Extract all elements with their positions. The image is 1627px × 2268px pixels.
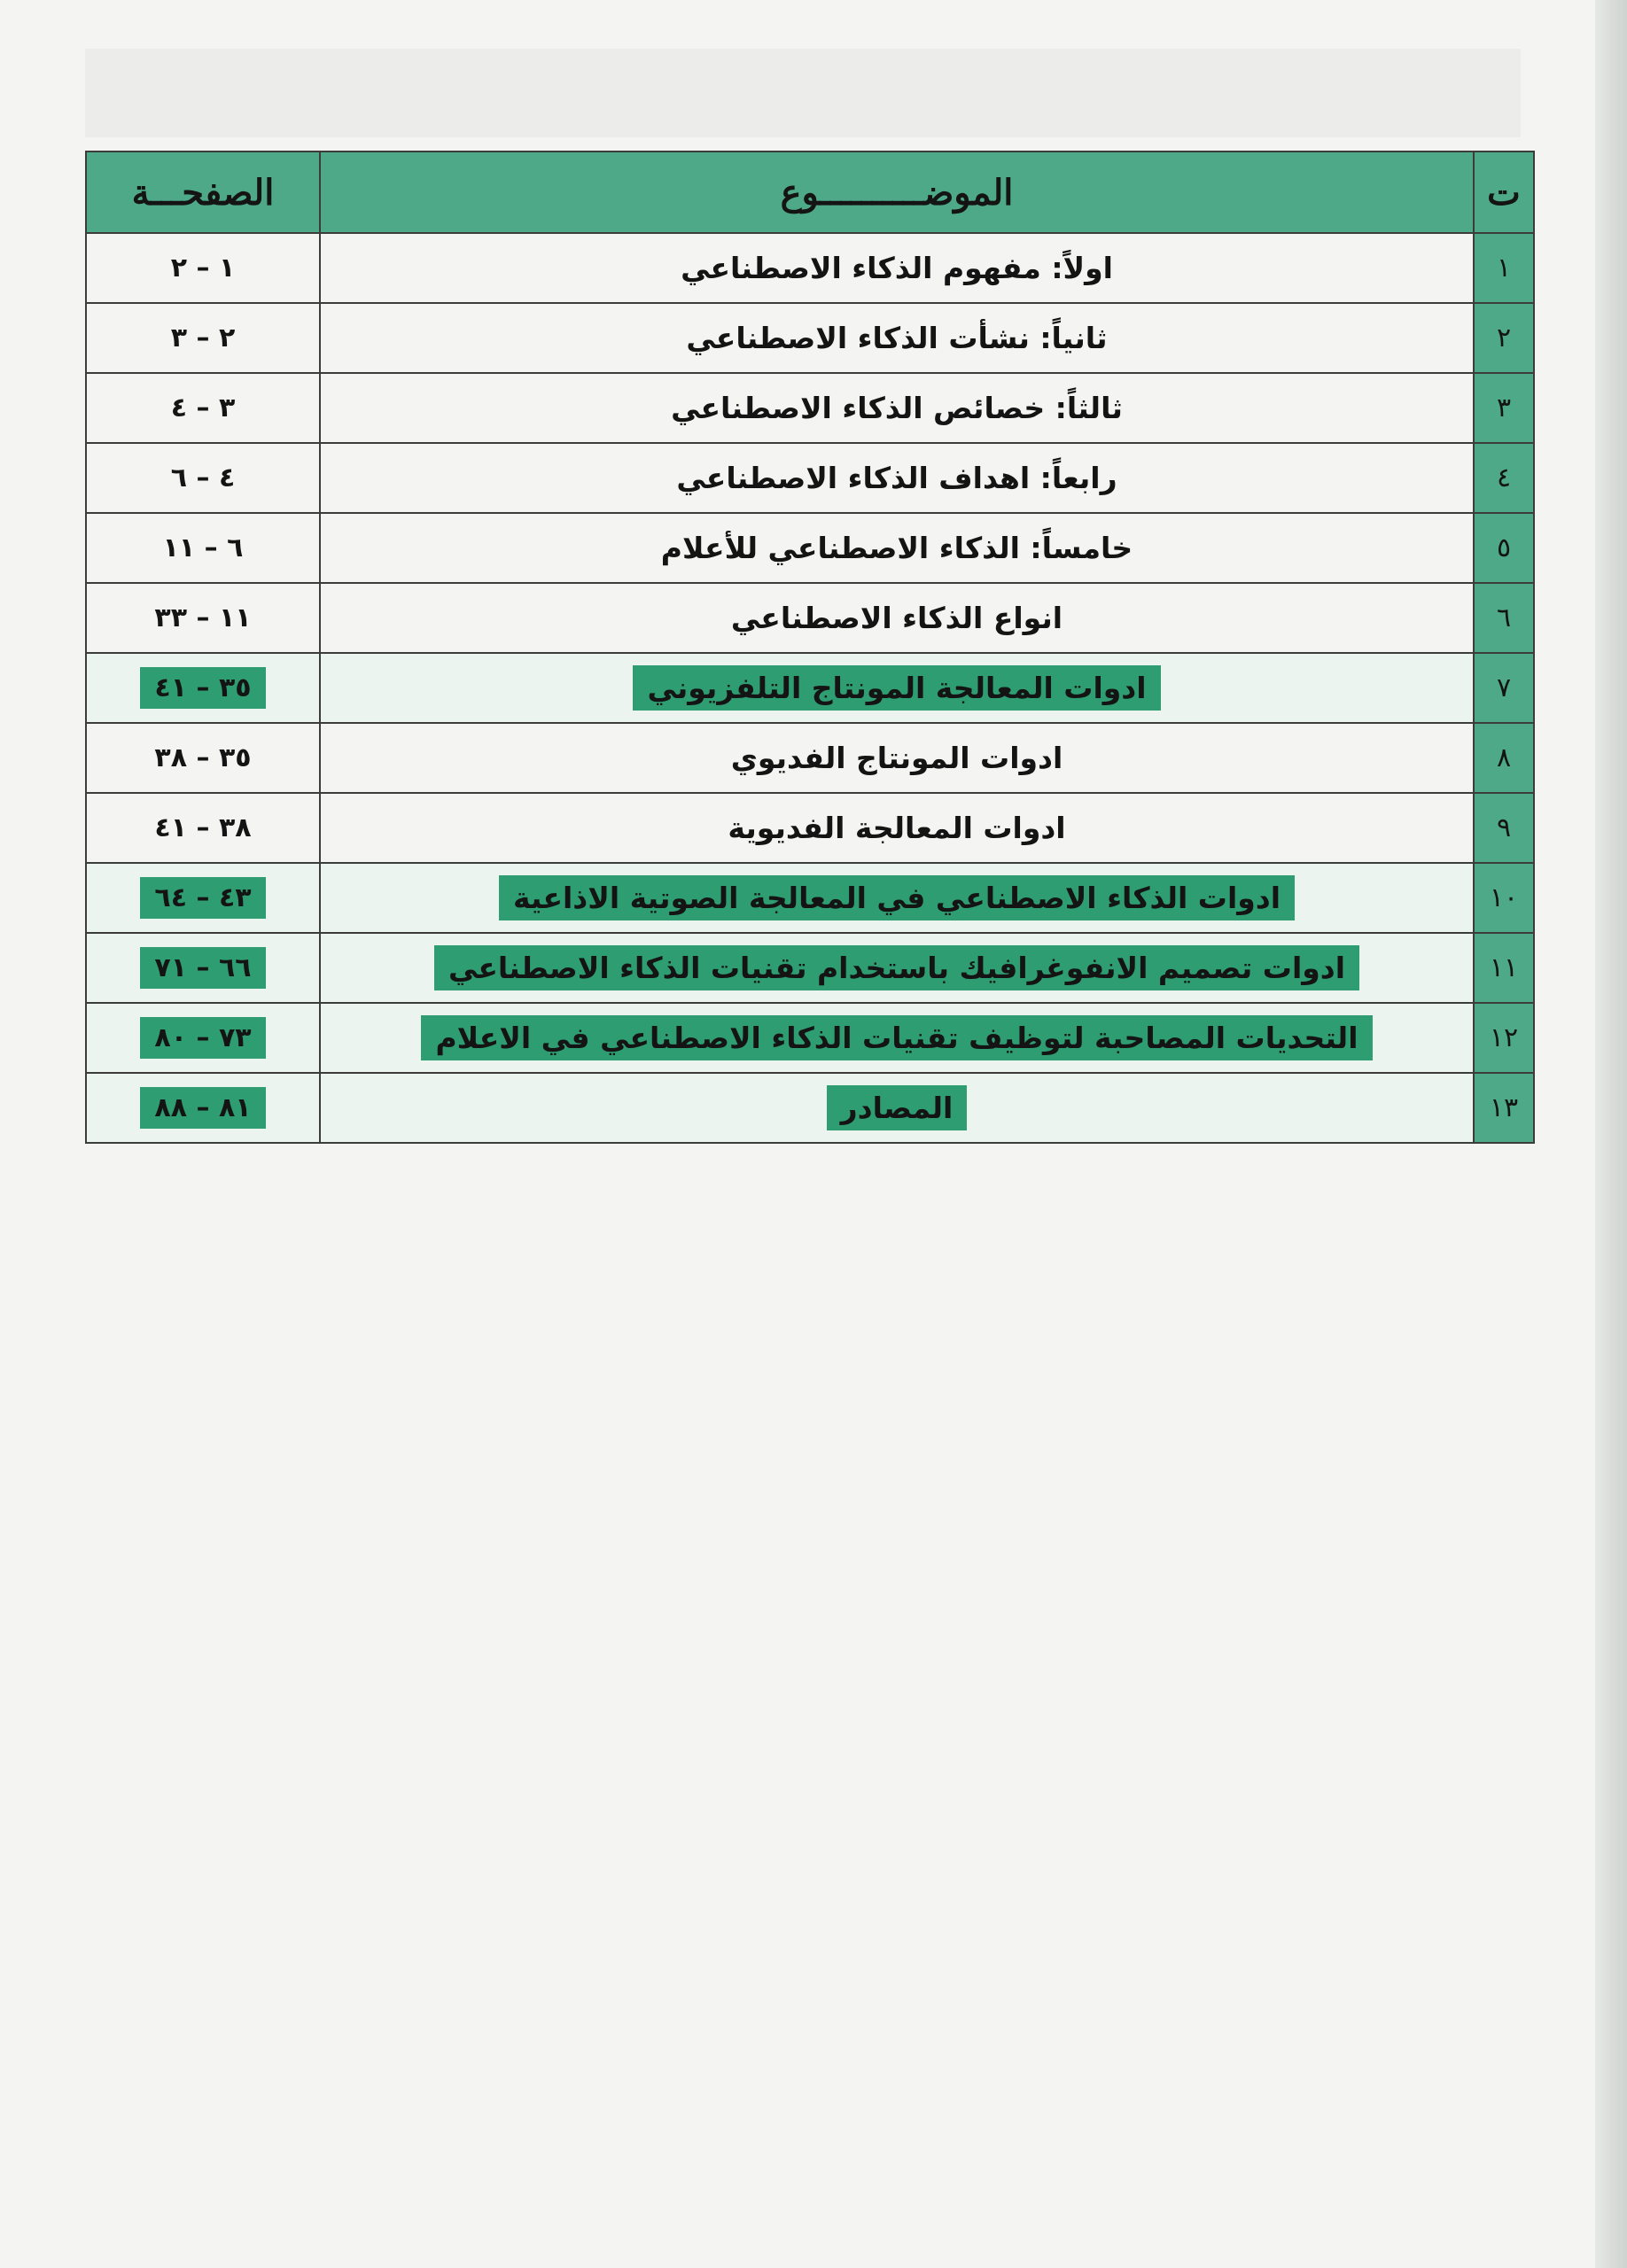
row-pages: ٧٣ – ٨٠ xyxy=(140,1017,265,1059)
row-topic-cell xyxy=(320,793,1474,863)
row-topic-cell xyxy=(320,373,1474,443)
row-pages: ٢ – ٣ xyxy=(170,322,236,353)
row-pages: ١١ – ٣٣ xyxy=(154,602,252,633)
row-pages-cell xyxy=(86,723,320,793)
row-topic-cell xyxy=(320,233,1474,303)
toc-row xyxy=(86,863,1534,933)
row-number: ١١ xyxy=(1474,933,1534,1003)
row-number: ٥ xyxy=(1474,513,1534,583)
row-topic-cell xyxy=(320,513,1474,583)
toc-row xyxy=(86,1003,1534,1073)
toc-row xyxy=(86,233,1534,303)
row-topic-cell xyxy=(320,303,1474,373)
faded-background-text xyxy=(89,1138,1525,1165)
toc-row xyxy=(86,723,1534,793)
row-number: ١٣ xyxy=(1474,1073,1534,1143)
header-number: ت xyxy=(1474,151,1534,233)
row-number: ٣ xyxy=(1474,373,1534,443)
row-topic: ادوات المعالجة المونتاج التلفزيوني xyxy=(633,665,1160,711)
row-topic: ادوات المونتاج الفديوي xyxy=(730,741,1063,775)
toc-row xyxy=(86,1073,1534,1143)
row-pages: ٤٣ – ٦٤ xyxy=(140,877,265,919)
row-topic: ادوات تصميم الانفوغرافيك باستخدام تقنيات الذكاء الاصطناعي xyxy=(434,945,1359,990)
table-body xyxy=(86,233,1534,1143)
row-pages-cell xyxy=(86,933,320,1003)
row-topic: انواع الذكاء الاصطناعي xyxy=(730,601,1063,635)
row-pages-cell xyxy=(86,863,320,933)
row-topic-cell xyxy=(320,723,1474,793)
toc-row xyxy=(86,513,1534,583)
toc-row xyxy=(86,653,1534,723)
row-topic: المصادر xyxy=(827,1085,968,1130)
toc-row xyxy=(86,583,1534,653)
row-topic: رابعاً: اهداف الذكاء الاصطناعي xyxy=(676,461,1117,495)
row-topic: ادوات الذكاء الاصطناعي في المعالجة الصوتية الاذاعية xyxy=(499,875,1295,920)
row-number: ٦ xyxy=(1474,583,1534,653)
row-number: ٤ xyxy=(1474,443,1534,513)
row-topic: ثانياً: نشأت الذكاء الاصطناعي xyxy=(686,321,1108,355)
row-pages: ٨١ – ٨٨ xyxy=(140,1087,265,1129)
row-pages-cell xyxy=(86,513,320,583)
row-number: ١ xyxy=(1474,233,1534,303)
toc-row xyxy=(86,793,1534,863)
header-topic: الموضــــــــــوع xyxy=(320,151,1474,233)
row-topic-cell xyxy=(320,653,1474,723)
row-pages-cell xyxy=(86,793,320,863)
row-topic-cell xyxy=(320,1073,1474,1143)
toc-row xyxy=(86,303,1534,373)
row-number: ١٢ xyxy=(1474,1003,1534,1073)
row-pages: ٣٥ – ٣٨ xyxy=(154,742,252,773)
row-topic: التحديات المصاحبة لتوظيف تقنيات الذكاء الاصطناعي في الاعلام xyxy=(421,1015,1372,1060)
row-topic-cell xyxy=(320,933,1474,1003)
table-of-contents xyxy=(85,151,1535,1144)
row-pages: ٦ – ١١ xyxy=(162,532,244,563)
row-topic-cell xyxy=(320,863,1474,933)
table-header-row xyxy=(86,151,1534,233)
row-pages: ٤ – ٦ xyxy=(170,462,236,493)
row-topic-cell xyxy=(320,1003,1474,1073)
faded-header-band xyxy=(85,49,1521,137)
row-pages-cell xyxy=(86,443,320,513)
row-topic-cell xyxy=(320,443,1474,513)
toc-row xyxy=(86,933,1534,1003)
row-pages-cell xyxy=(86,373,320,443)
row-topic: ادوات المعالجة الفديوية xyxy=(728,811,1066,845)
row-topic: ثالثاً: خصائص الذكاء الاصطناعي xyxy=(671,391,1123,425)
row-pages: ٣ – ٤ xyxy=(170,392,236,423)
row-pages-cell xyxy=(86,233,320,303)
row-number: ٩ xyxy=(1474,793,1534,863)
toc-row xyxy=(86,373,1534,443)
page-edge xyxy=(1595,0,1627,2268)
row-pages: ٣٨ – ٤١ xyxy=(154,812,252,843)
row-pages-cell xyxy=(86,583,320,653)
row-pages: ١ – ٢ xyxy=(170,252,236,284)
row-pages-cell xyxy=(86,303,320,373)
row-pages-cell xyxy=(86,653,320,723)
header-page: الصفحـــة xyxy=(86,151,320,233)
toc-row xyxy=(86,443,1534,513)
row-pages: ٦٦ – ٧١ xyxy=(140,947,265,989)
row-pages: ٣٥ – ٤١ xyxy=(140,667,265,709)
row-topic: خامساً: الذكاء الاصطناعي للأعلام xyxy=(660,531,1133,565)
row-topic-cell xyxy=(320,583,1474,653)
row-pages-cell xyxy=(86,1003,320,1073)
row-topic: اولاً: مفهوم الذكاء الاصطناعي xyxy=(681,251,1113,285)
row-number: ٢ xyxy=(1474,303,1534,373)
row-pages-cell xyxy=(86,1073,320,1143)
row-number: ٨ xyxy=(1474,723,1534,793)
row-number: ١٠ xyxy=(1474,863,1534,933)
row-number: ٧ xyxy=(1474,653,1534,723)
